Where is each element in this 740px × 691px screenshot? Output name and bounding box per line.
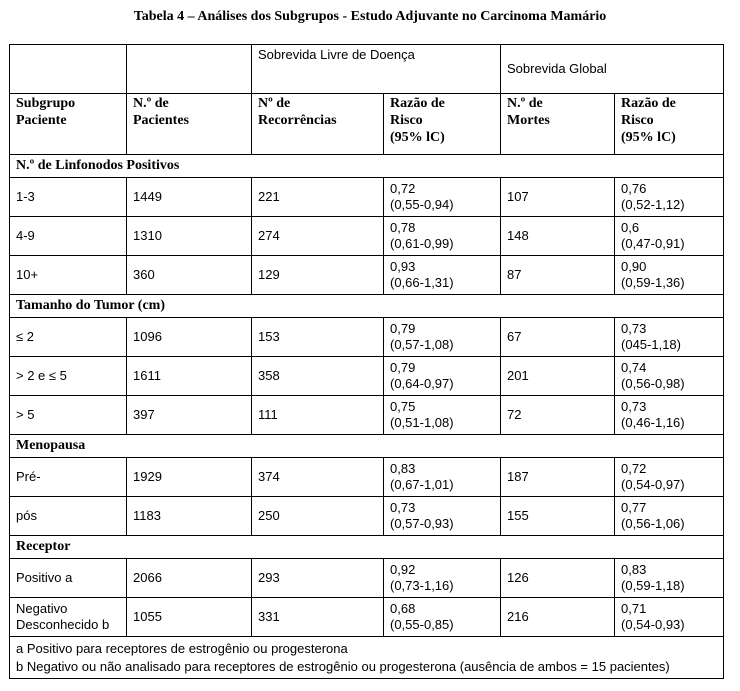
deaths-cell: 126 (501, 559, 615, 598)
hazard-ratio-os-cell: 0,73 (045-1,18) (615, 318, 724, 357)
table-row (10, 458, 724, 497)
recurrences-cell: 293 (252, 559, 384, 598)
deaths-cell: 72 (501, 396, 615, 435)
deaths-cell: 148 (501, 217, 615, 256)
subgroup-cell: pós (10, 497, 127, 536)
deaths-cell: 67 (501, 318, 615, 357)
recurrences-cell: 129 (252, 256, 384, 295)
group-header-row (10, 45, 724, 94)
patients-cell: 1929 (127, 458, 252, 497)
table-row (10, 217, 724, 256)
subgroup-cell: 4-9 (10, 217, 127, 256)
table-row (10, 559, 724, 598)
subgroup-cell: ≤ 2 (10, 318, 127, 357)
recurrences-cell: 274 (252, 217, 384, 256)
section-title: Menopausa (10, 435, 724, 458)
col-header-deaths: N.º de Mortes (501, 94, 615, 155)
patients-cell: 397 (127, 396, 252, 435)
section-title: Tamanho do Tumor (cm) (10, 295, 724, 318)
hazard-ratio-os-cell: 0,90 (0,59-1,36) (615, 256, 724, 295)
table-row (10, 178, 724, 217)
table-row (10, 318, 724, 357)
deaths-cell: 87 (501, 256, 615, 295)
table-row (10, 598, 724, 637)
deaths-cell: 107 (501, 178, 615, 217)
subgroup-cell: > 5 (10, 396, 127, 435)
hazard-ratio-dfs-cell: 0,79 (0,57-1,08) (384, 318, 501, 357)
section-header-row (10, 536, 724, 559)
table-row (10, 256, 724, 295)
recurrences-cell: 358 (252, 357, 384, 396)
hazard-ratio-os-cell: 0,77 (0,56-1,06) (615, 497, 724, 536)
hazard-ratio-os-cell: 0,74 (0,56-0,98) (615, 357, 724, 396)
hazard-ratio-dfs-cell: 0,92 (0,73-1,16) (384, 559, 501, 598)
subgroup-cell: Positivo a (10, 559, 127, 598)
recurrences-cell: 374 (252, 458, 384, 497)
deaths-cell: 155 (501, 497, 615, 536)
hazard-ratio-os-cell: 0,73 (0,46-1,16) (615, 396, 724, 435)
recurrences-cell: 221 (252, 178, 384, 217)
hazard-ratio-dfs-cell: 0,93 (0,66-1,31) (384, 256, 501, 295)
os-group-header: Sobrevida Global (501, 45, 724, 94)
hazard-ratio-dfs-cell: 0,83 (0,67-1,01) (384, 458, 501, 497)
col-header-hr-dfs: Razão de Risco (95% lC) (384, 94, 501, 155)
patients-cell: 1611 (127, 357, 252, 396)
section-title: N.º de Linfonodos Positivos (10, 155, 724, 178)
section-header-row (10, 295, 724, 318)
hazard-ratio-os-cell: 0,6 (0,47-0,91) (615, 217, 724, 256)
table-row (10, 396, 724, 435)
section-header-row (10, 435, 724, 458)
hazard-ratio-dfs-cell: 0,79 (0,64-0,97) (384, 357, 501, 396)
col-header-subgroup: Subgrupo Paciente (10, 94, 127, 155)
hazard-ratio-dfs-cell: 0,75 (0,51-1,08) (384, 396, 501, 435)
hazard-ratio-os-cell: 0,71 (0,54-0,93) (615, 598, 724, 637)
col-header-recurrences: Nº de Recorrências (252, 94, 384, 155)
recurrences-cell: 111 (252, 396, 384, 435)
subgroup-cell: 1-3 (10, 178, 127, 217)
footnote: a Positivo para receptores de estrogênio ou progesterona (10, 637, 724, 658)
dfs-group-header: Sobrevida Livre de Doença (252, 45, 501, 94)
patients-cell: 1055 (127, 598, 252, 637)
patients-cell: 2066 (127, 559, 252, 598)
table-row (10, 357, 724, 396)
patients-cell: 360 (127, 256, 252, 295)
hazard-ratio-dfs-cell: 0,73 (0,57-0,93) (384, 497, 501, 536)
recurrences-cell: 250 (252, 497, 384, 536)
hazard-ratio-os-cell: 0,83 (0,59-1,18) (615, 559, 724, 598)
hazard-ratio-dfs-cell: 0,72 (0,55-0,94) (384, 178, 501, 217)
footnote: b Negativo ou não analisado para receptores de estrogênio ou progesterona (ausência de ambos = 15 pacientes) (10, 658, 724, 679)
subgroup-cell: > 2 e ≤ 5 (10, 357, 127, 396)
col-header-hr-os: Razão de Risco (95% lC) (615, 94, 724, 155)
col-header-patients: N.º de Pacientes (127, 94, 252, 155)
deaths-cell: 201 (501, 357, 615, 396)
section-title: Receptor (10, 536, 724, 559)
subgroup-cell: 10+ (10, 256, 127, 295)
column-header-row (10, 94, 724, 155)
subgroup-analysis-table (9, 44, 724, 679)
footnote-row (10, 637, 724, 658)
patients-cell: 1310 (127, 217, 252, 256)
deaths-cell: 216 (501, 598, 615, 637)
patients-cell: 1449 (127, 178, 252, 217)
recurrences-cell: 331 (252, 598, 384, 637)
hazard-ratio-os-cell: 0,72 (0,54-0,97) (615, 458, 724, 497)
hazard-ratio-dfs-cell: 0,78 (0,61-0,99) (384, 217, 501, 256)
footnote-row (10, 658, 724, 679)
hazard-ratio-os-cell: 0,76 (0,52-1,12) (615, 178, 724, 217)
subgroup-cell: Pré- (10, 458, 127, 497)
recurrences-cell: 153 (252, 318, 384, 357)
section-header-row (10, 155, 724, 178)
table-row (10, 497, 724, 536)
deaths-cell: 187 (501, 458, 615, 497)
hazard-ratio-dfs-cell: 0,68 (0,55-0,85) (384, 598, 501, 637)
table-title: Tabela 4 – Análises dos Subgrupos - Estudo Adjuvante no Carcinoma Mamário (133, 9, 607, 24)
patients-cell: 1096 (127, 318, 252, 357)
subgroup-cell: Negativo Desconhecido b (10, 598, 127, 637)
patients-cell: 1183 (127, 497, 252, 536)
